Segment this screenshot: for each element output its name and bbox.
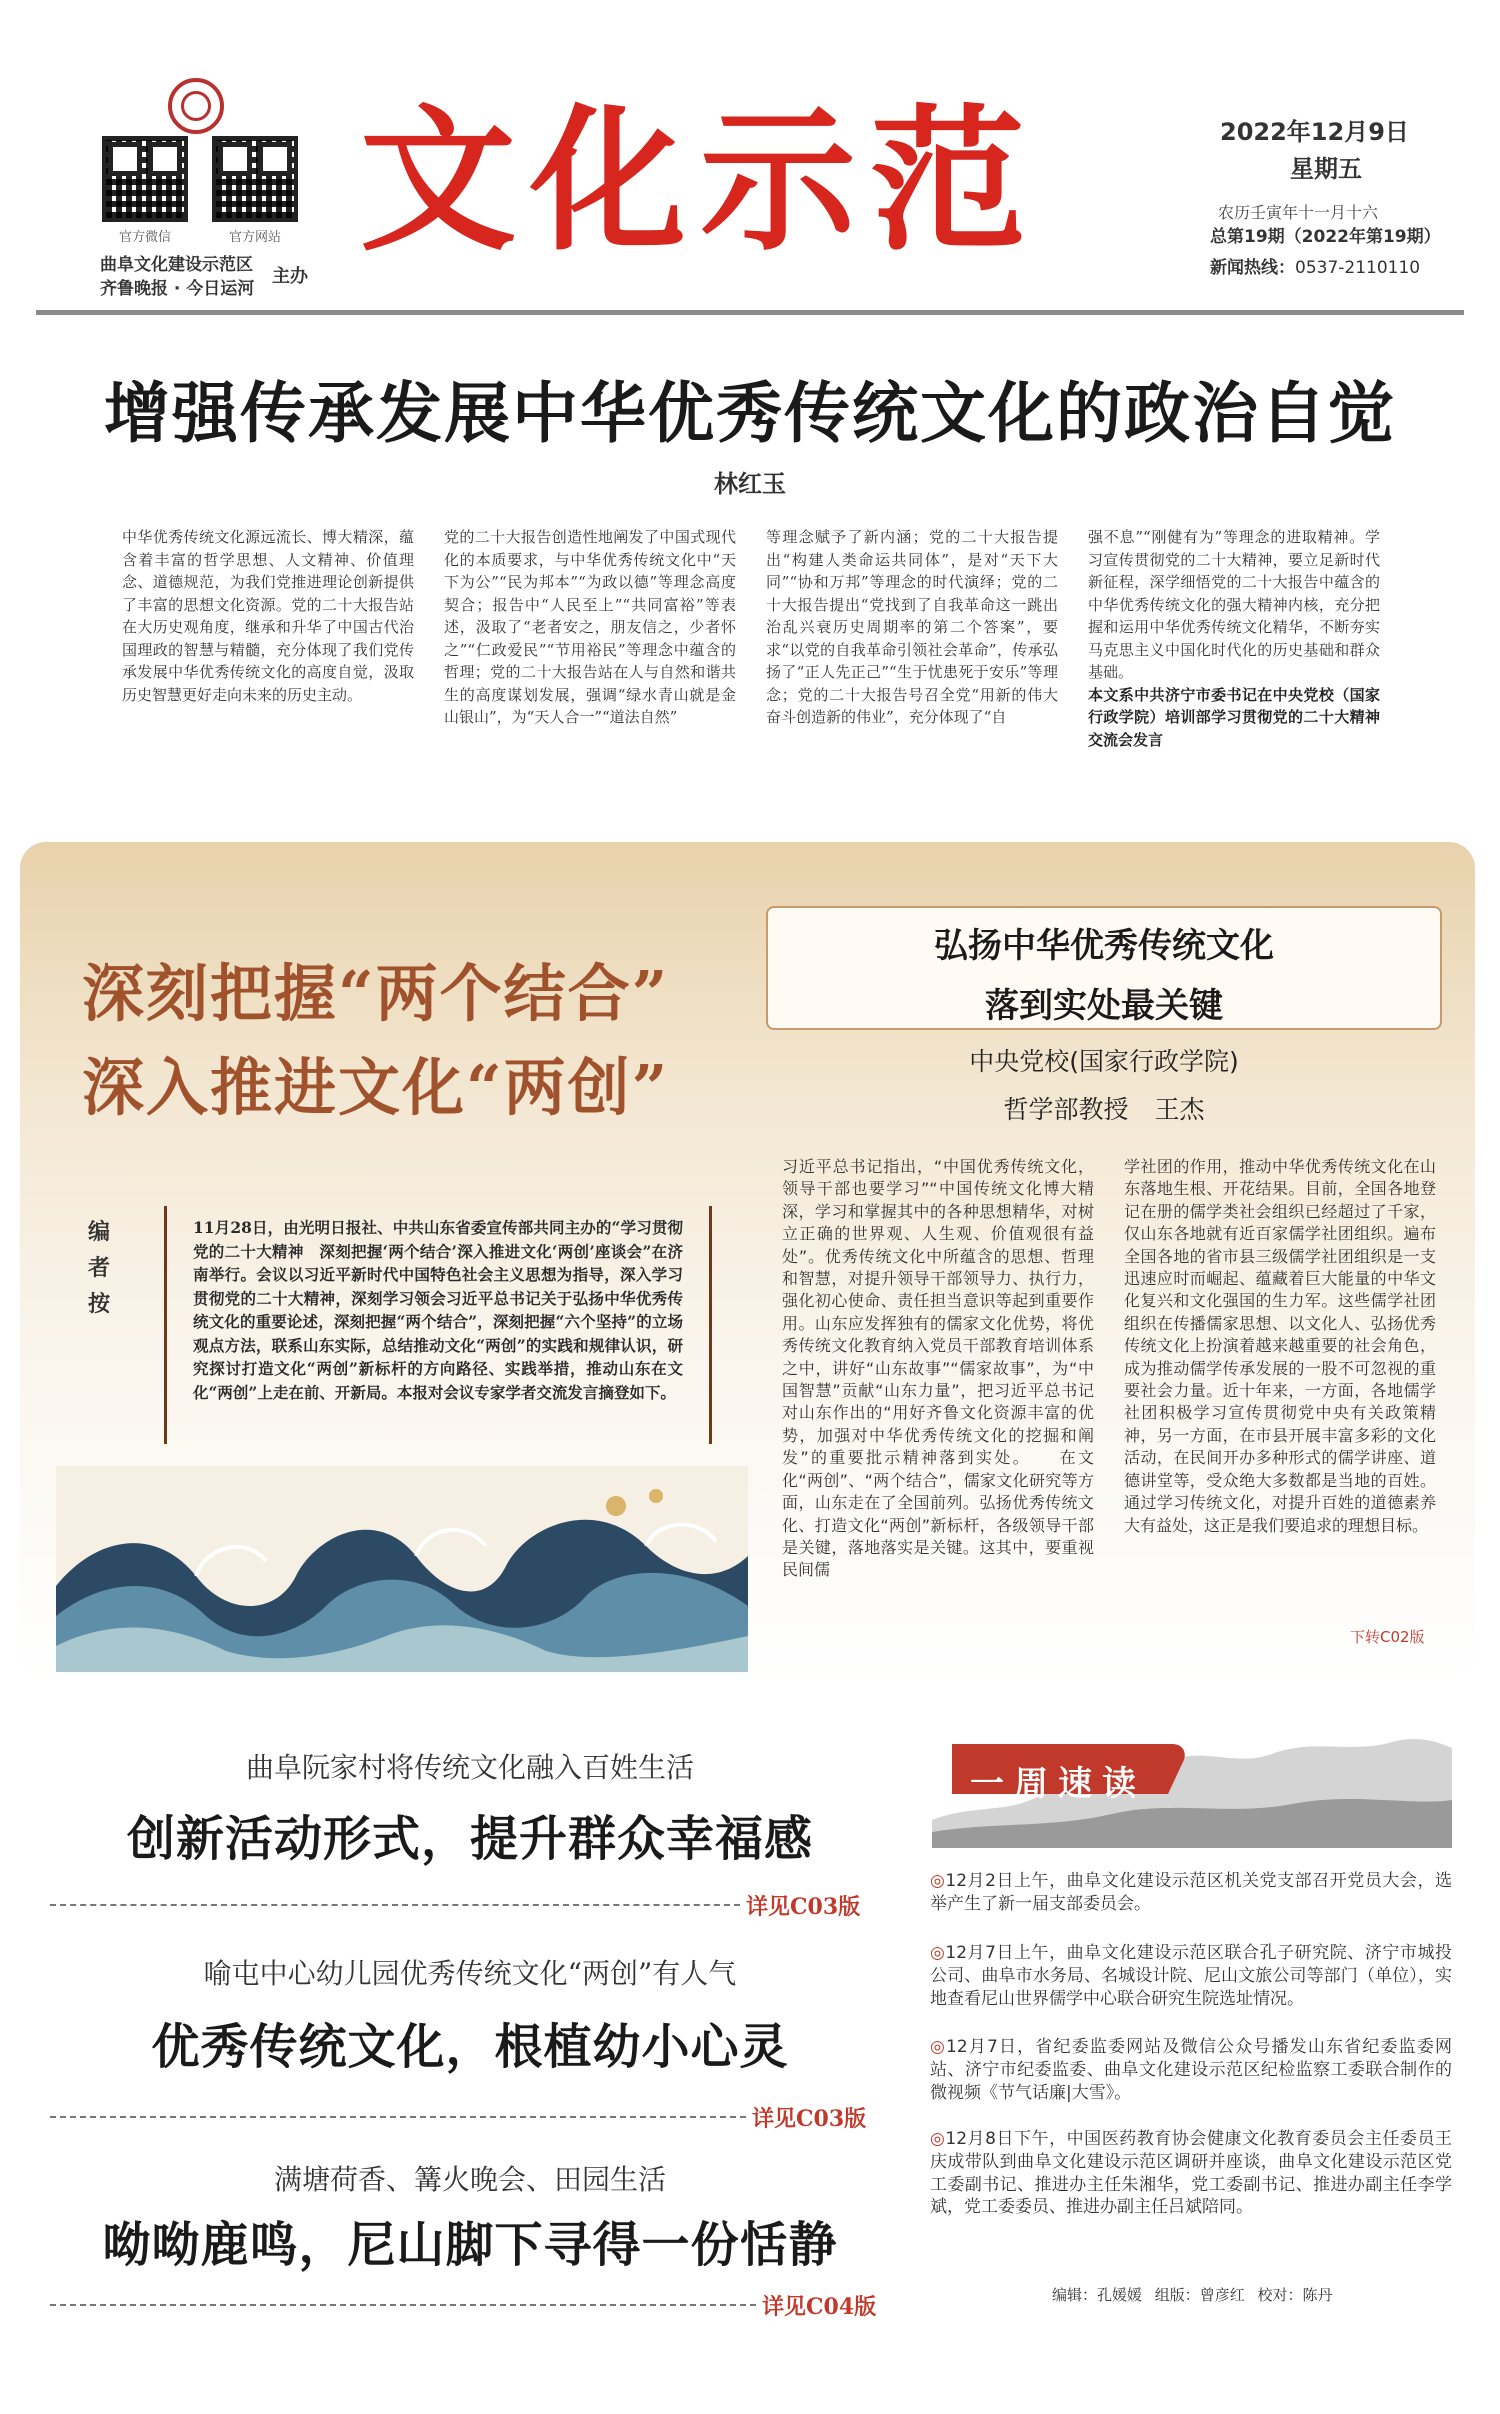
brief-text: 12月7日，省纪委监委网站及微信公众号播发山东省纪委监委网站、济宁市纪委监委、曲阜文化建设示范区纪检监察工委联合制作的微视频《节气话廉|大雪》。	[930, 2037, 1452, 2103]
lead-article-body	[122, 526, 1380, 786]
teaser-page-ref[interactable]: 详见C03版	[752, 2106, 867, 2132]
side-article-column-1: 习近平总书记指出，“中国优秀传统文化，领导干部也要学习”“中国传统文化博大精深，学习和掌握其中的各种思想精华，对树立正确的世界观、人生观、价值观很有益处”。优秀传统文化中所蕴含的思想、哲理和智慧，对提升领导干部领导力、执行力，强化初心使命、责任担当意识等起到重要作用。山东应发挥独有的儒家文化优势，将优秀传统文化教育纳入党员干部教育培训体系之中，讲好“山东故事”“儒家故事”，为“中国智慧”贡献“山东力量”，把习近平总书记对山东作出的“用好齐鲁文化资源丰富的优势，加强对中华优秀传统文化的挖掘和阐发”的重要批示精神落到实处。 在文化“两创”、“两个结合”，儒家文化研究等方面，山东走在了全国前列。弘扬优秀传统文化、打造文化“两创”新标杆，各级领导干部是关键，落地落实是关键。这其中，要重视民间儒	[782, 1157, 1094, 1580]
brief-item	[930, 1870, 1452, 1916]
teaser-kicker: 喻屯中心幼儿园优秀传统文化“两创”有人气	[203, 1957, 737, 1990]
side-article-column-2: 学社团的作用，推动中华优秀传统文化在山东落地生根、开花结果。目前，全国各地登记在册的儒学类社会组织已经超过了千家，仅山东各地就有近百家儒学社团组织。遍布全国各地的省市县三级儒学社团组织是一支迅速应时而崛起、蕴藏着巨大能量的中华文化复兴和文化强国的生力军。这些儒学社团组织在传播儒家思想、以文化人、弘扬优秀传统文化上扮演着越来越重要的社会角色，成为推动儒学传承发展的一股不可忽视的重要社会力量。近十年来，一方面，各地儒学社团积极学习宣传贯彻党中央有关政策精神，另一方面，在市县开展丰富多彩的文化活动，在民间开办多种形式的儒学讲座、道德讲堂等，受众绝大多数都是当地的百姓。通过学习传统文化，对提升百姓的道德素养大有益处，这正是我们要追求的理想目标。	[1124, 1157, 1436, 1535]
paper-title: 文化示范	[360, 90, 1040, 272]
brief-text: 12月2日上午，曲阜文化建设示范区机关党支部召开党员大会，选举产生了新一届支部委员会。	[930, 1871, 1452, 1914]
feature-headline-line2: 深入推进文化“两创”	[82, 1051, 670, 1124]
hotline-label: 新闻热线：	[1210, 258, 1295, 278]
editor-note-label	[84, 1214, 114, 1322]
editor-note: 11月28日，由光明日报社、中共山东省委宣传部共同主办的“学习贯彻党的二十大精神 深刻把握‘两个结合’深入推进文化‘两创’座谈会”在济南举行。会议以习近平新时代中国特色社会主义思想为指导，深入学习贯彻党的二十大精神，深刻学习领会习近平总书记关于弘扬中华优秀传统文化的重要论述，深刻把握“两个结合”，深刻把握“六个坚持”的立场观点方法，联系山东实际，总结推动文化“两创”的实践和规律认识，研究探讨打造文化“两创”新标杆的方向路径、实践举措，推动山东在文化“两创”上走在前、开新局。本报对会议专家学者交流发言摘登如下。	[164, 1206, 712, 1444]
sponsor-1: 曲阜文化建设示范区	[100, 255, 253, 275]
briefs-title: 一周速读	[970, 1764, 1146, 1804]
brief-item	[930, 2036, 1452, 2104]
teaser-headline[interactable]: 创新活动形式，提升群众幸福感	[126, 1811, 813, 1867]
issue-weekday: 星期五	[1290, 155, 1362, 183]
masthead	[0, 0, 1500, 320]
continued-on-link[interactable]: 下转C02版	[1350, 1628, 1425, 1646]
date-block	[1220, 112, 1450, 223]
side-article-affiliation: 中央党校(国家行政学院)	[969, 1047, 1239, 1076]
qr-caption-wechat: 官方微信	[118, 230, 171, 245]
teaser-page-ref[interactable]: 详见C04版	[762, 2294, 877, 2320]
teaser-headline[interactable]: 优秀传统文化，根植幼小心灵	[151, 2019, 789, 2075]
teaser-divider	[50, 2116, 746, 2118]
teaser-kicker: 满塘荷香、篝火晚会、田园生活	[273, 2163, 666, 2196]
lead-column-4	[1088, 526, 1380, 751]
editorial-credit: 编辑：孔媛媛 组版：曾彦红 校对：陈丹	[1052, 2286, 1333, 2304]
side-article-author: 哲学部教授 王杰	[1003, 1095, 1205, 1124]
lead-headline: 增强传承发展中华优秀传统文化的政治自觉	[104, 374, 1396, 452]
side-article-title-line1: 弘扬中华优秀传统文化	[934, 926, 1274, 966]
side-article-title-line2: 落到实处最关键	[985, 986, 1223, 1026]
author-note: 本文系中共济宁市委书记在中央党校（国家行政学院）培训部学习贯彻党的二十大精神交流会发言	[1088, 685, 1380, 749]
editor-label-char: 按	[87, 1291, 110, 1317]
sponsor-role: 主办	[272, 266, 308, 287]
brief-item	[930, 1942, 1452, 2010]
sponsor-2: 齐鲁晚报 · 今日运河	[100, 279, 255, 299]
issue-number: 总第19期（2022年第19期）	[1210, 227, 1441, 247]
website-qr-code-icon	[212, 136, 298, 222]
brief-text: 12月7日上午，曲阜文化建设示范区联合孔子研究院、济宁市城投公司、曲阜市水务局、名城设计院、尼山文旅公司等部门（单位），实地查看尼山世界儒学中心联合研究生院选址情况。	[930, 1943, 1452, 2009]
brief-text: 12月8日下午，中国医药教育协会健康文化教育委员会主任委员王庆成带队到曲阜文化建设示范区调研并座谈，曲阜文化建设示范区党工委副书记、推进办主任朱湘华，党工委副书记、推进办副主任李学斌，党工委委员、推进办副主任吕斌陪同。	[930, 2129, 1452, 2218]
emblem-icon	[168, 78, 224, 134]
brief-marker-icon: ◎	[930, 1871, 946, 1891]
issue-block	[1210, 222, 1441, 278]
lead-column-4-text: 强不息”“刚健有为”等理念的进取精神。学习宣传贯彻党的二十大精神，要立足新时代新征程，深学细悟党的二十大报告中蕴含的中华优秀传统文化的强大精神内核，充分把握和运用中华优秀传统文化精华，不断夯实马克思主义中国化时代化的历史基础和群众基础。	[1088, 528, 1380, 681]
brief-item	[930, 2128, 1452, 2219]
editor-label-char: 者	[87, 1255, 110, 1281]
lead-column-1: 中华优秀传统文化源远流长、博大精深，蕴含着丰富的哲学思想、人文精神、价值理念、道德规范，为我们党推进理论创新提供了丰富的思想文化资源。党的二十大报告站在大历史观角度，继承和升华了中国古代治国理政的智慧与精髓，充分体现了我们党传承发展中华优秀传统文化的高度自觉，汲取历史智慧更好走向未来的历史主动。	[122, 528, 414, 704]
brief-marker-icon: ◎	[930, 2129, 946, 2149]
hotline-number: 0537-2110110	[1295, 258, 1421, 278]
editor-label-char: 编	[87, 1219, 110, 1245]
lead-column-2: 党的二十大报告创造性地阐发了中国式现代化的本质要求，与中华优秀传统文化中“天下为公”“民为邦本”“为政以德”等理念高度契合；报告中“人民至上”“共同富裕”等表述，汲取了“老者安之，朋友信之，少者怀之”“仁政爱民”“节用裕民”等理念中蕴含的哲理；党的二十大报告站在人与自然和谐共生的高度谋划发展，强调“绿水青山就是金山银山”，为“天人合一”“道法自然”	[444, 528, 736, 726]
brief-marker-icon: ◎	[930, 1943, 946, 1963]
teaser-headline[interactable]: 呦呦鹿鸣，尼山脚下寻得一份恬静	[102, 2217, 838, 2273]
teaser-divider	[50, 1904, 740, 1906]
lead-column-3: 等理念赋予了新内涵；党的二十大报告提出“构建人类命运共同体”，是对“天下大同”“协和万邦”等理念的时代演绎；党的二十大报告提出“党找到了自我革命这一跳出治乱兴衰历史周期率的第二个答案”，要求“以党的自我革命引领社会革命”，传承弘扬了“正人先正己”“生于忧患死于安乐”等理念；党的二十大报告号召全党“用新的伟大奋斗创造新的伟业”，充分体现了“自	[766, 528, 1058, 726]
brief-marker-icon: ◎	[930, 2037, 947, 2057]
masthead-divider	[36, 310, 1464, 315]
teaser-divider	[50, 2304, 756, 2306]
issue-date: 2022年12月9日	[1220, 118, 1409, 146]
teaser-page-ref[interactable]: 详见C03版	[746, 1894, 861, 1920]
qr-caption-website: 官方网站	[228, 230, 281, 245]
lunar-date: 农历壬寅年十一月十六	[1218, 203, 1379, 222]
feature-headline-line1: 深刻把握“两个结合”	[82, 957, 670, 1030]
wave-illustration-icon	[56, 1466, 748, 1672]
teaser-kicker: 曲阜阮家村将传统文化融入百姓生活	[245, 1751, 694, 1784]
lead-author: 林红玉	[714, 469, 786, 498]
news-hotline	[1210, 253, 1441, 278]
wechat-qr-code-icon	[102, 136, 188, 222]
